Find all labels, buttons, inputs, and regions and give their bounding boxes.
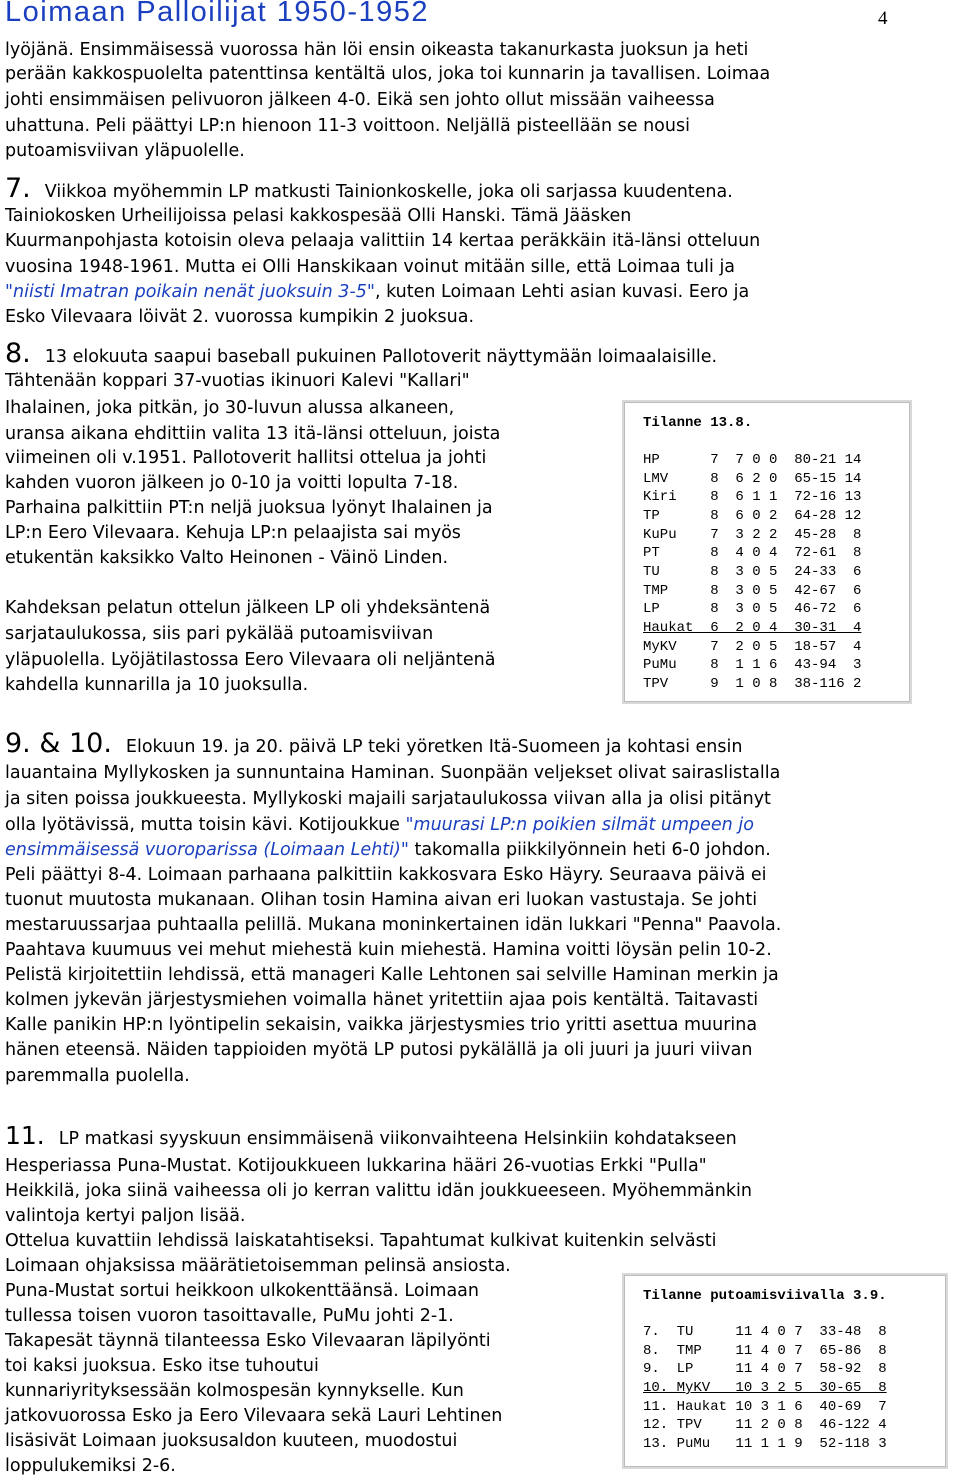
newspaper-quote: "niisti Imatran poikain nenät juoksuin 3-5" [5, 282, 375, 302]
section-11-line: valintoja kertyi paljon lisää. [5, 1206, 246, 1226]
intro-line: lyöjänä. Ensimmäisessä vuorossa hän löi ensin oikeasta takanurkasta juoksun ja heti [5, 40, 749, 60]
section-9-line: mestaruussarjaa puhtaalla pelillä. Mukana moninkertainen idän lukkari "Penna" Paavola. [5, 915, 782, 935]
section-9-line: Pelistä kirjoitettiin lehdissä, että manageri Kalle Lehtonen sai selville Haminan merkin ja [5, 965, 779, 985]
standings-row: HP 7 7 0 0 80-21 14 [643, 452, 862, 468]
section-9-line: paremmalla puolella. [5, 1066, 190, 1086]
section-9-line: Kalle panikin HP:n lyöntipelin sekaisin, vaikka järjestysmies trio yritti asettua muurina [5, 1015, 758, 1035]
page-number: 4 [878, 8, 888, 29]
standings-row: TU 8 3 0 5 24-33 6 [643, 564, 862, 580]
standings-row-relegation-line: Haukat 6 2 0 4 30-31 4 [643, 620, 862, 636]
section-9-line: tuonut muutosta mukanaan. Olihan tosin Hamina aivan eri luokan vastustaja. Se johti [5, 890, 758, 910]
section-8-line: LP:n Eero Vilevaara. Kehuja LP:n pelaajista sai myös [5, 523, 461, 543]
standings-row: 12. TPV 11 2 0 8 46-122 4 [643, 1417, 887, 1433]
section-8-line: Tähtenään koppari 37-vuotias ikinuori Kalevi "Kallari" [5, 371, 470, 391]
standings-row: LP 8 3 0 5 46-72 6 [643, 601, 862, 617]
standings-row: 13. PuMu 11 1 1 9 52-118 3 [643, 1436, 887, 1452]
section-11-line: Takapesät täynnä tilanteessa Esko Vilevaaran läpilyönti [5, 1331, 491, 1351]
section-8-line: Kahdeksan pelatun ottelun jälkeen LP oli yhdeksäntenä [5, 598, 491, 618]
section-11-line: tullessa toisen vuoron tasoittavalle, PuMu johti 2-1. [5, 1306, 454, 1326]
section-9-line: Peli päättyi 8-4. Loimaan parhaana palkittiin kakkosvara Esko Häyry. Seuraava päivä ei [5, 865, 767, 885]
section-9-line [5, 839, 771, 861]
section-8-line: viimeinen oli v.1951. Pallotoverit hallitsi ottelua ja johti [5, 448, 487, 468]
intro-line: johti ensimmäisen pelivuoron jälkeen 4-0. Eikä sen johto ollut missään vaiheessa [5, 90, 715, 110]
standings-title: Tilanne 13.8. [643, 415, 753, 431]
standings-row: TMP 8 3 0 5 42-67 6 [643, 583, 862, 599]
newspaper-quote: ensimmäisessä vuoroparissa (Loimaan Lehti)" [5, 840, 409, 860]
section-text: , kuten Loimaan Lehti asian kuvasi. Eero ja [374, 282, 750, 302]
section-7-line: Esko Vilevaara löivät 2. vuorossa kumpikin 2 juoksua. [5, 307, 475, 327]
section-8-line: Parhaina palkittiin PT:n neljä juoksua lyönyt Ihalainen ja [5, 498, 493, 518]
section-11-first-line [5, 1120, 737, 1155]
section-8-line: yläpuolella. Lyöjätilastossa Eero Vilevaara oli neljäntenä [5, 650, 496, 670]
section-text: Viikkoa myöhemmin LP matkusti Tainionkoskelle, joka oli sarjassa kuudentena. [44, 182, 733, 202]
standings-row: PuMu 8 1 1 6 43-94 3 [643, 657, 862, 673]
section-9-line: Paahtava kuumuus vei mehut miehestä kuin miehestä. Hamina voitti löysän pelin 10-2. [5, 940, 772, 960]
intro-line: uhattuna. Peli päättyi LP:n hienoon 11-3 voittoon. Neljällä pisteellään se nousi [5, 116, 690, 136]
section-9-line: kolmen jykevän järjestysmiehen voimalla hänet yritettiin ajaa pois kentältä. Taitavasti [5, 990, 759, 1010]
section-9-line: hänen eteensä. Näiden tappioiden myötä LP putosi pykälällä ja oli juuri ja juuri viivan [5, 1040, 753, 1060]
section-11-line: lisäsivät Loimaan juoksusaldon kuuteen, muodostui [5, 1431, 458, 1451]
section-7-line: Tainiokosken Urheilijoissa pelasi kakkospesää Olli Hanski. Tämä Jääsken [5, 206, 632, 226]
section-11-line: Loimaan ohjaksissa määrätietoisemman pelinsä ansiosta. [5, 1256, 511, 1276]
section-8-line: kahdella kunnarilla ja 10 juoksulla. [5, 675, 309, 695]
standings-box [624, 402, 910, 702]
section-number: 9. & 10. [5, 728, 112, 759]
section-number: 11. [5, 1121, 45, 1150]
section-11-line: Ottelua kuvattiin lehdissä laiskatahtiseksi. Tapahtumat kulkivat kuitenkin selvästi [5, 1231, 717, 1251]
section-number: 8. [5, 338, 31, 369]
section-7-line [5, 281, 749, 303]
section-number: 7. [5, 173, 31, 204]
section-8-line: uransa aikana ehdittiin valita 13 itä-länsi otteluun, joista [5, 424, 501, 444]
standings-row: 7. TU 11 4 0 7 33-48 8 [643, 1324, 887, 1340]
section-7-first-line [5, 174, 733, 207]
section-8-line: Ihalainen, joka pitkän, jo 30-luvun alussa alkaneen, [5, 398, 455, 418]
standings-row: TP 8 6 0 2 64-28 12 [643, 508, 862, 524]
section-7-line: vuosina 1948-1961. Mutta ei Olli Hanskikaan voinut mitään sille, että Loimaa tuli ja [5, 257, 736, 277]
section-text: Elokuun 19. ja 20. päivä LP teki yöretken Itä-Suomeen ja kohtasi ensin [125, 737, 743, 757]
section-11-line: loppulukemiksi 2-6. [5, 1456, 176, 1476]
standings-row: Kiri 8 6 1 1 72-16 13 [643, 489, 862, 505]
section-11-line: kunnariyrityksessään kolmospesän kynnykselle. Kun [5, 1381, 464, 1401]
section-8-first-line [5, 339, 717, 372]
section-9-line: lauantaina Myllykosken ja sunnuntaina Haminan. Suonpään veljekset olivat sairaslistalla [5, 763, 781, 783]
section-text: takomalla piikkilyönnein heti 6-0 johdon. [408, 840, 771, 860]
section-11-line: jatkovuorossa Esko ja Eero Vilevaara sekä Lauri Lehtinen [5, 1406, 503, 1426]
relegation-standings-box [624, 1275, 946, 1467]
standings-row: MyKV 7 2 0 5 18-57 4 [643, 639, 862, 655]
section-11-line: toi kaksi juoksua. Esko itse tuhoutui [5, 1356, 319, 1376]
section-text: olla lyötävissä, mutta toisin kävi. Kotijoukkue [5, 815, 406, 835]
intro-line: perään kakkospuolelta patenttinsa kentältä ulos, joka toi kunnarin ja tavallisen. Loimaa [5, 64, 771, 84]
standings-row: TPV 9 1 0 8 38-116 2 [643, 676, 862, 692]
section-8-line: sarjataulukossa, siis pari pykälää putoamisviivan [5, 624, 434, 644]
intro-line: putoamisviivan yläpuolelle. [5, 141, 245, 161]
standings-row: KuPu 7 3 2 2 45-28 8 [643, 527, 862, 543]
section-8-line: kahden vuoron jälkeen jo 0-10 ja voitti lopulta 7-18. [5, 473, 459, 493]
page-title: Loimaan Palloilijat 1950-1952 [5, 0, 429, 28]
section-text: 13 elokuuta saapui baseball pukuinen Pallotoverit näyttymään loimaalaisille. [44, 347, 718, 367]
standings-row-relegation-line: 10. MyKV 10 3 2 5 30-65 8 [643, 1380, 887, 1396]
standings-row: 9. LP 11 4 0 7 58-92 8 [643, 1361, 887, 1377]
standings-row: PT 8 4 0 4 72-61 8 [643, 545, 862, 561]
section-11-line: Heikkilä, joka siinä vaiheessa oli jo kerran valittu idän joukkueeseen. Myöhemmänkin [5, 1181, 752, 1201]
section-9-line: ja siten poissa joukkueesta. Myllykoski majaili sarjataulukossa viivan alla ja olisi pitänyt [5, 789, 771, 809]
section-11-line: Hesperiassa Puna-Mustat. Kotijoukkueen lukkarina hääri 26-vuotias Erkki "Pulla" [5, 1156, 707, 1176]
standings-title: Tilanne putoamisviivalla 3.9. [643, 1288, 887, 1304]
standings-row: 11. Haukat 10 3 1 6 40-69 7 [643, 1399, 887, 1415]
section-9-first-line [5, 728, 742, 763]
standings-row: 8. TMP 11 4 0 7 65-86 8 [643, 1343, 887, 1359]
section-9-line [5, 814, 754, 836]
standings-row: LMV 8 6 2 0 65-15 14 [643, 471, 862, 487]
newspaper-quote: "muurasi LP:n poikien silmät umpeen jo [405, 815, 754, 835]
section-8-line: etukentän kaksikko Valto Heinonen - Väinö Linden. [5, 548, 449, 568]
section-7-line: Kuurmanpohjasta kotoisin oleva pelaaja valittiin 14 kertaa peräkkäin itä-länsi otteluun [5, 231, 761, 251]
section-11-line: Puna-Mustat sortui heikkoon ulkokenttäänsä. Loimaan [5, 1281, 479, 1301]
section-text: LP matkasi syyskuun ensimmäisenä viikonvaihteena Helsinkiin kohdatakseen [58, 1129, 737, 1149]
